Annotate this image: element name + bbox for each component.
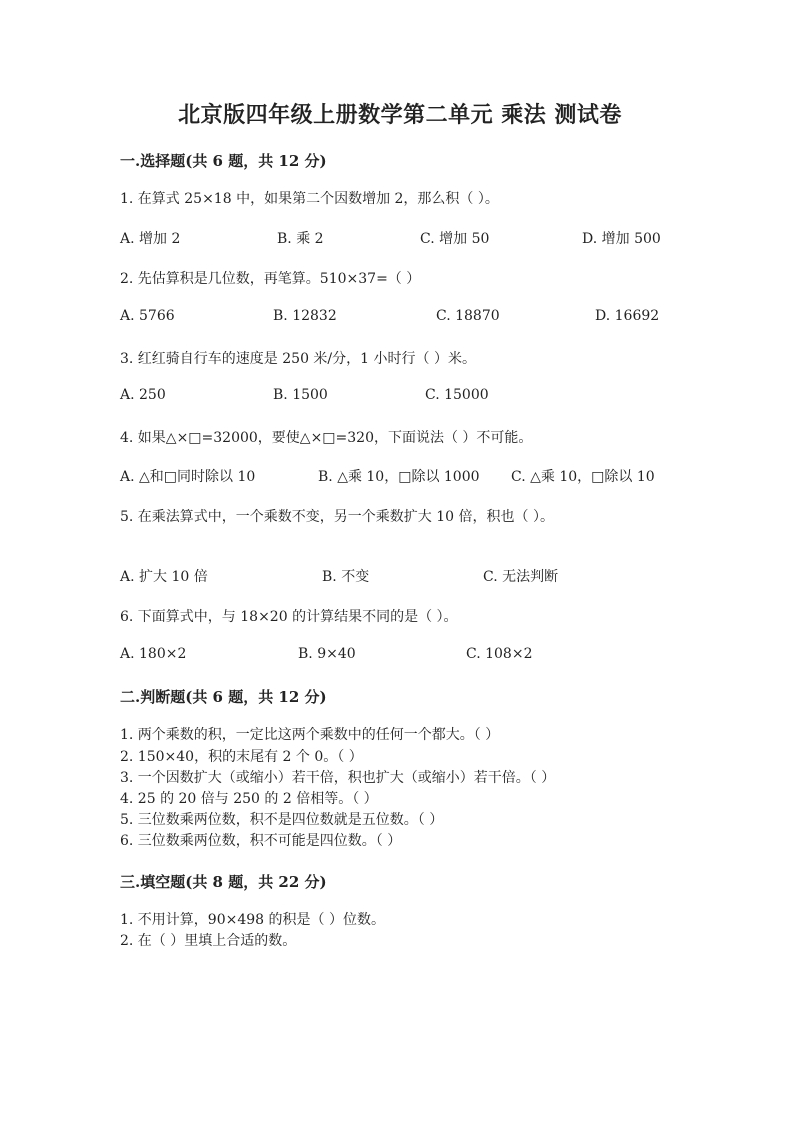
judge-item-2: 2. 150×40，积的末尾有 2 个 0。（ ） xyxy=(120,749,363,765)
q4-option-b: B. △乘 10，□除以 1000 xyxy=(318,469,480,485)
fill-item-1: 1. 不用计算，90×498 的积是（ ）位数。 xyxy=(120,912,385,928)
section-heading-choice: 一.选择题(共 6 题，共 12 分) xyxy=(120,152,327,170)
q6-option-a: A. 180×2 xyxy=(120,646,187,662)
q6-option-c: C. 108×2 xyxy=(466,646,533,662)
q2-option-b: B. 12832 xyxy=(273,308,337,324)
q2-option-c: C. 18870 xyxy=(436,308,500,324)
q1-option-c: C. 增加 50 xyxy=(420,231,490,247)
q5-option-b: B. 不变 xyxy=(322,569,370,585)
q4-option-c: C. △乘 10，□除以 10 xyxy=(511,469,655,485)
q2-option-a: A. 5766 xyxy=(120,308,175,324)
q5-option-c: C. 无法判断 xyxy=(483,569,559,585)
q4-option-a: A. △和□同时除以 10 xyxy=(120,469,256,485)
section-heading-fill: 三.填空题(共 8 题，共 22 分) xyxy=(120,873,327,891)
q3-option-c: C. 15000 xyxy=(425,387,489,403)
question-4: 4. 如果△×□=32000，要使△×□=320，下面说法（ ）不可能。 xyxy=(120,430,533,446)
question-1: 1. 在算式 25×18 中，如果第二个因数增加 2，那么积（ ）。 xyxy=(120,191,499,207)
q1-option-d: D. 增加 500 xyxy=(582,231,661,247)
judge-item-4: 4. 25 的 20 倍与 250 的 2 倍相等。（ ） xyxy=(120,791,378,807)
judge-item-5: 5. 三位数乘两位数，积不是四位数就是五位数。（ ） xyxy=(120,812,444,828)
question-6: 6. 下面算式中，与 18×20 的计算结果不同的是（ ）。 xyxy=(120,609,458,625)
judge-item-1: 1. 两个乘数的积，一定比这两个乘数中的任何一个都大。（ ） xyxy=(120,727,500,743)
q3-option-a: A. 250 xyxy=(120,387,166,403)
q1-option-a: A. 增加 2 xyxy=(120,231,181,247)
q2-option-d: D. 16692 xyxy=(595,308,660,324)
judge-item-6: 6. 三位数乘两位数，积不可能是四位数。（ ） xyxy=(120,833,402,849)
q6-option-b: B. 9×40 xyxy=(298,646,356,662)
question-3: 3. 红红骑自行车的速度是 250 米/分，1 小时行（ ）米。 xyxy=(120,351,476,367)
q3-option-b: B. 1500 xyxy=(273,387,328,403)
q1-option-b: B. 乘 2 xyxy=(277,231,324,247)
fill-item-2: 2. 在（ ）里填上合适的数。 xyxy=(120,933,297,949)
question-2: 2. 先估算积是几位数，再笔算。510×37=（ ） xyxy=(120,271,421,287)
q5-option-a: A. 扩大 10 倍 xyxy=(120,569,208,585)
judge-item-3: 3. 一个因数扩大（或缩小）若干倍，积也扩大（或缩小）若干倍。（ ） xyxy=(120,770,556,786)
question-5: 5. 在乘法算式中，一个乘数不变，另一个乘数扩大 10 倍，积也（ ）。 xyxy=(120,509,554,525)
section-heading-judge: 二.判断题(共 6 题，共 12 分) xyxy=(120,688,327,706)
page-title: 北京版四年级上册数学第二单元 乘法 测试卷 xyxy=(178,102,622,128)
